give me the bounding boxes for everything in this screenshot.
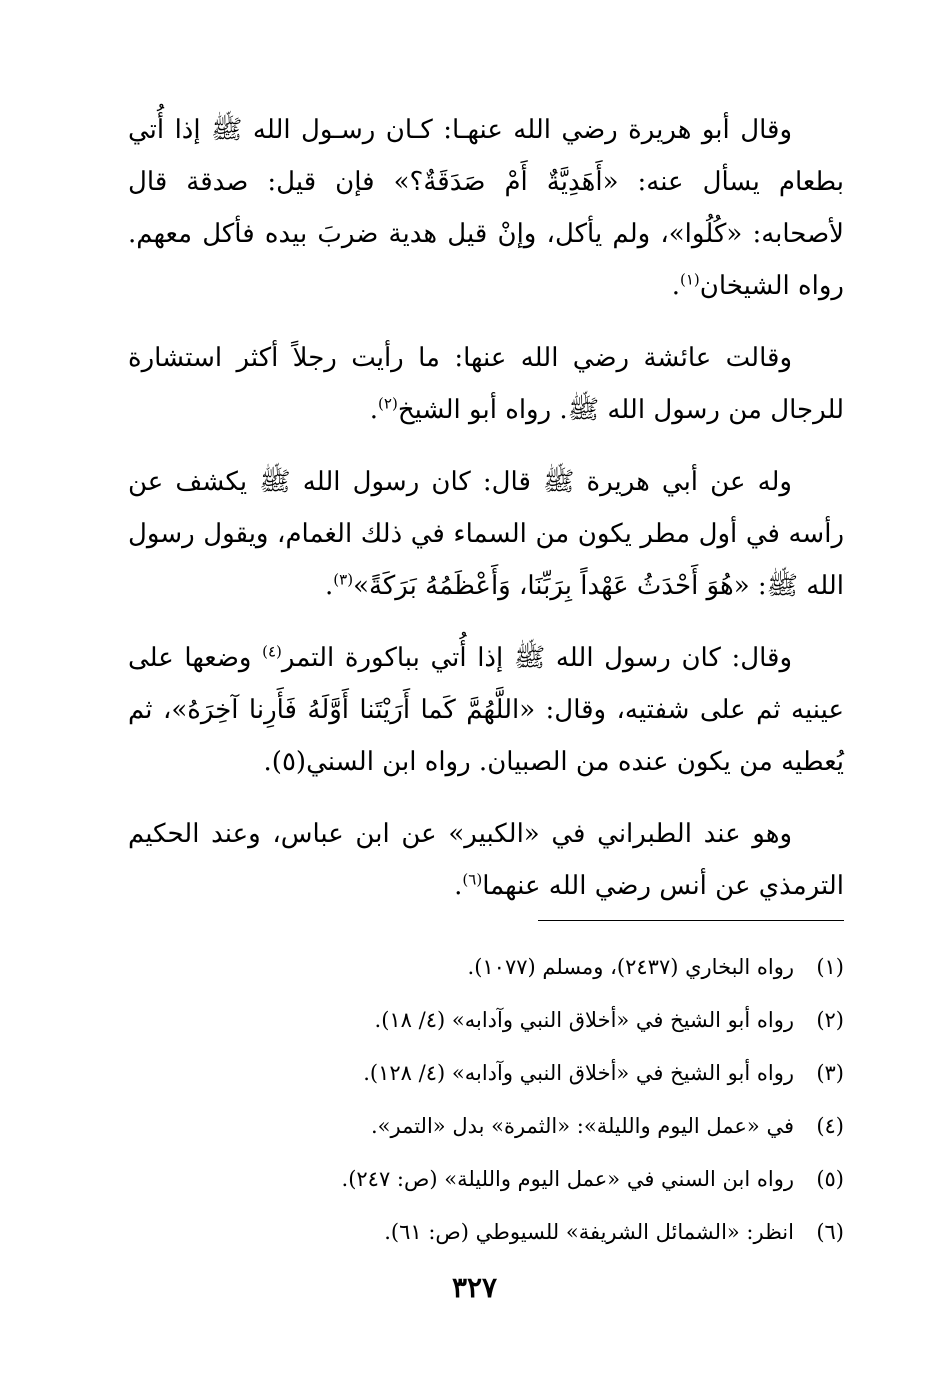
paragraph-text: وهو عند الطبراني في «الكبير» عن ابن عباس، وعند الحكيم الترمذي عن أنس رضي الله عنهما <box>128 819 844 901</box>
footnote-ref-1: (١) <box>680 270 700 289</box>
footnote-ref-3: (٣) <box>333 570 354 589</box>
footnote-number: (٣) <box>816 1060 844 1085</box>
paragraph-end: . <box>369 395 379 425</box>
footnote-number: (٦) <box>816 1219 844 1244</box>
footnote-ref-6: (٦) <box>462 870 483 889</box>
footnote-1 <box>128 940 844 993</box>
footnote-text: رواه أبو الشيخ في «أخلاق النبي وآدابه» (٤/ ١٢٨). <box>363 1060 794 1085</box>
paragraph-2 <box>128 332 844 436</box>
footnote-number: (٤) <box>816 1113 844 1138</box>
footnote-text: في «عمل اليوم والليلة»: «الثمرة» بدل «التمر». <box>370 1113 794 1138</box>
paragraph-end: وضعها على عينيه ثم على شفتيه، وقال: «اللَّهُمَّ كَما أَرَيْتَنا أَوَّلَهُ فَأَرِنا آخِرَهُ»، ثم يُعطيه من يكون عنده من الصبيان. رواه ابن السني(٥). <box>128 643 844 777</box>
paragraph-end: . <box>454 871 463 901</box>
paragraph-3 <box>128 456 844 612</box>
footnote-2 <box>128 993 844 1046</box>
main-text <box>128 104 844 932</box>
footnote-separator <box>538 920 844 921</box>
footnote-ref-4: (٤) <box>262 642 282 661</box>
paragraph-text: وقالت عائشة رضي الله عنها: ما رأيت رجلاً أكثر استشارة للرجال من رسول الله ﷺ. رواه أبو الشيخ <box>128 343 844 425</box>
paragraph-4 <box>128 632 844 788</box>
footnote-number: (٥) <box>816 1166 844 1191</box>
footnote-text: رواه ابن السني في «عمل اليوم والليلة» (ص: ٢٤٧). <box>341 1166 794 1191</box>
footnote-number: (٢) <box>816 1007 844 1032</box>
paragraph-5 <box>128 808 844 912</box>
footnote-5 <box>128 1152 844 1205</box>
footnote-3 <box>128 1046 844 1099</box>
paragraph-text: وقال: كان رسول الله ﷺ إذا أُتي بباكورة التمر <box>281 643 792 673</box>
footnote-4 <box>128 1099 844 1152</box>
paragraph-end: . <box>325 571 334 601</box>
footnote-ref-2: (٢) <box>378 394 398 413</box>
footnote-6 <box>128 1205 844 1258</box>
footnote-list <box>128 940 844 1258</box>
footnote-text: رواه أبو الشيخ في «أخلاق النبي وآدابه» (٤/ ١٨). <box>374 1007 794 1032</box>
footnote-text: رواه البخاري (٢٤٣٧)، ومسلم (١٠٧٧). <box>467 954 794 979</box>
paragraph-text: وقال أبو هريرة رضي الله عنهـا: كـان رسـول الله ﷺ إذا أُتي بطعام يسأل عنه: «أَهَدِيَّةٌ أَمْ صَدَقَةٌ؟» فإن قيل: صدقة قال لأصحابه: «كُلُوا»، ولم يأكل، وإنْ قيل هدية ضربَ بيده فأكل معهم. رواه الشيخان <box>128 115 844 301</box>
paragraph-text: وله عن أبي هريرة ﷺ قال: كان رسول الله ﷺ يكشف عن رأسه في أول مطر يكون من السماء في ذلك الغمام، ويقول رسول الله ﷺ: «هُوَ أَحْدَثُ عَهْداً بِرَبِّنَا، وَأَعْظَمُهُ بَرَكَةً» <box>128 467 844 601</box>
footnote-text: انظر: «الشمائل الشريفة» للسيوطي (ص: ٦١). <box>384 1219 794 1244</box>
page-number: ٣٢٧ <box>451 1271 498 1304</box>
paragraph-1 <box>128 104 844 312</box>
footnote-number: (١) <box>816 954 844 979</box>
paragraph-end: . <box>671 271 680 301</box>
